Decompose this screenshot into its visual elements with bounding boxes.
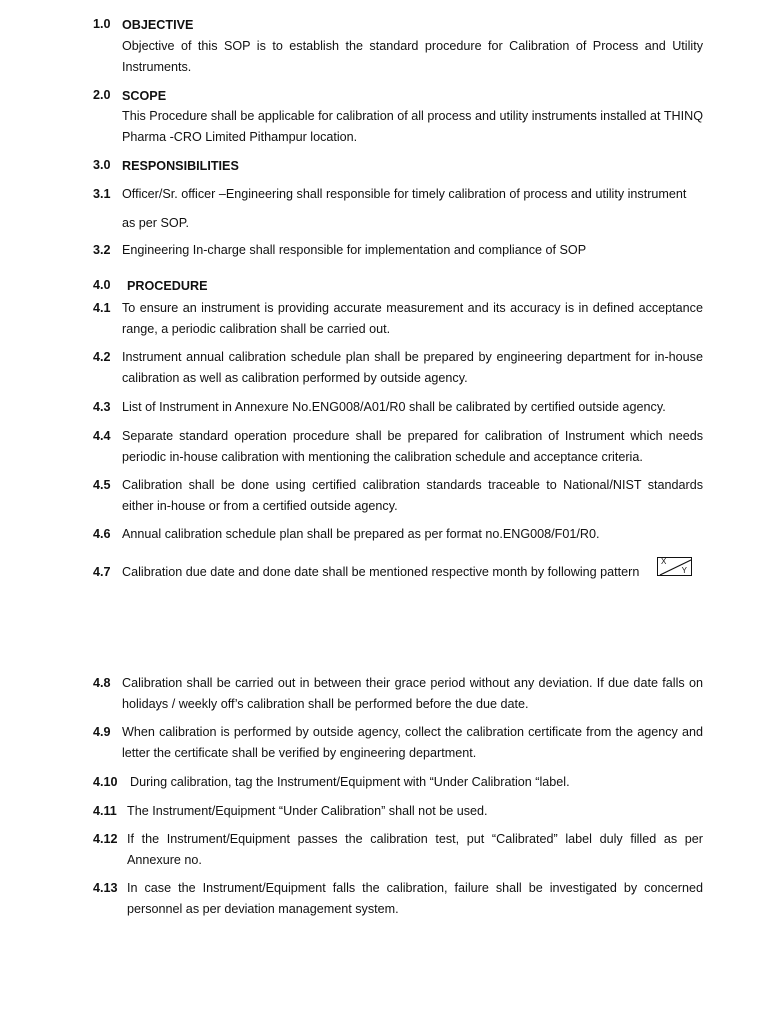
item-text: Annual calibration schedule plan shall be prepared as per format no.ENG008/F01/R0. xyxy=(122,527,600,541)
item-text: If the Instrument/Equipment passes the calibration test, put “Calibrated” label duly filled as per Annexure no. xyxy=(127,832,703,867)
section-number: 3.0 xyxy=(93,158,111,172)
item-text: To ensure an instrument is providing accurate measurement and its accuracy is in defined acceptance range, a periodic calibration shall be carried out. xyxy=(122,301,703,336)
item-text: When calibration is performed by outside agency, collect the calibration certificate from the agency and letter the certificate shall be verified by engineering department. xyxy=(122,725,703,760)
section-heading: PROCEDURE xyxy=(127,279,208,293)
due-done-date-pattern-box xyxy=(657,557,692,576)
item-number: 4.10 xyxy=(93,775,118,789)
item-text: During calibration, tag the Instrument/Equipment with “Under Calibration “label. xyxy=(130,775,570,789)
item-text: Calibration shall be carried out in between their grace period without any deviation. If due date falls on holidays / weekly off’s calibration shall be performed before the due date. xyxy=(122,676,703,711)
item-number: 4.4 xyxy=(93,429,111,443)
item-number: 4.2 xyxy=(93,350,111,364)
item-number: 4.3 xyxy=(93,400,111,414)
section-heading: OBJECTIVE xyxy=(122,18,194,32)
paragraph-text: This Procedure shall be applicable for calibration of all process and utility instruments installed at THINQ Pharma -CRO Limited Pithampur location. xyxy=(122,109,703,144)
item-number: 4.8 xyxy=(93,676,111,690)
item-number: 4.7 xyxy=(93,565,111,579)
item-number: 3.2 xyxy=(93,243,111,257)
item-number: 4.5 xyxy=(93,478,111,492)
pattern-y-label: Y xyxy=(681,566,687,575)
item-text: Calibration shall be done using certified calibration standards traceable to National/NIST standards either in-house or from a certified outside agency. xyxy=(122,478,703,513)
item-text: Separate standard operation procedure shall be prepared for calibration of Instrument which needs periodic in-house calibration with mentioning the calibration schedule and acceptance criteria. xyxy=(122,429,703,464)
item-text: List of Instrument in Annexure No.ENG008/A01/R0 shall be calibrated by certified outside agency. xyxy=(122,400,666,414)
item-number: 4.1 xyxy=(93,301,111,315)
item-text: as per SOP. xyxy=(122,216,189,230)
section-heading: RESPONSIBILITIES xyxy=(122,159,239,173)
paragraph-text: Objective of this SOP is to establish the standard procedure for Calibration of Process and Utility Instruments. xyxy=(122,39,703,74)
item-number: 4.6 xyxy=(93,527,111,541)
section-number: 4.0 xyxy=(93,278,111,292)
item-text: Calibration due date and done date shall be mentioned respective month by following pattern xyxy=(122,565,640,579)
section-number: 2.0 xyxy=(93,88,111,102)
item-text: The Instrument/Equipment “Under Calibration” shall not be used. xyxy=(127,804,488,818)
item-number: 4.11 xyxy=(93,804,117,818)
item-text: Instrument annual calibration schedule plan shall be prepared by engineering department for in-house calibration as well as calibration performed by outside agency. xyxy=(122,350,703,385)
section-heading: SCOPE xyxy=(122,89,167,103)
pattern-x-label: X xyxy=(661,557,667,566)
section-number: 1.0 xyxy=(93,17,111,31)
item-number: 3.1 xyxy=(93,187,111,201)
item-text: Engineering In-charge shall responsible for implementation and compliance of SOP xyxy=(122,243,587,257)
item-number: 4.13 xyxy=(93,881,118,895)
item-text: In case the Instrument/Equipment falls the calibration, failure shall be investigated by concerned personnel as per deviation management system. xyxy=(127,881,703,916)
item-text: Officer/Sr. officer –Engineering shall responsible for timely calibration of process and utility instrument xyxy=(122,187,687,201)
item-number: 4.9 xyxy=(93,725,111,739)
item-number: 4.12 xyxy=(93,832,118,846)
